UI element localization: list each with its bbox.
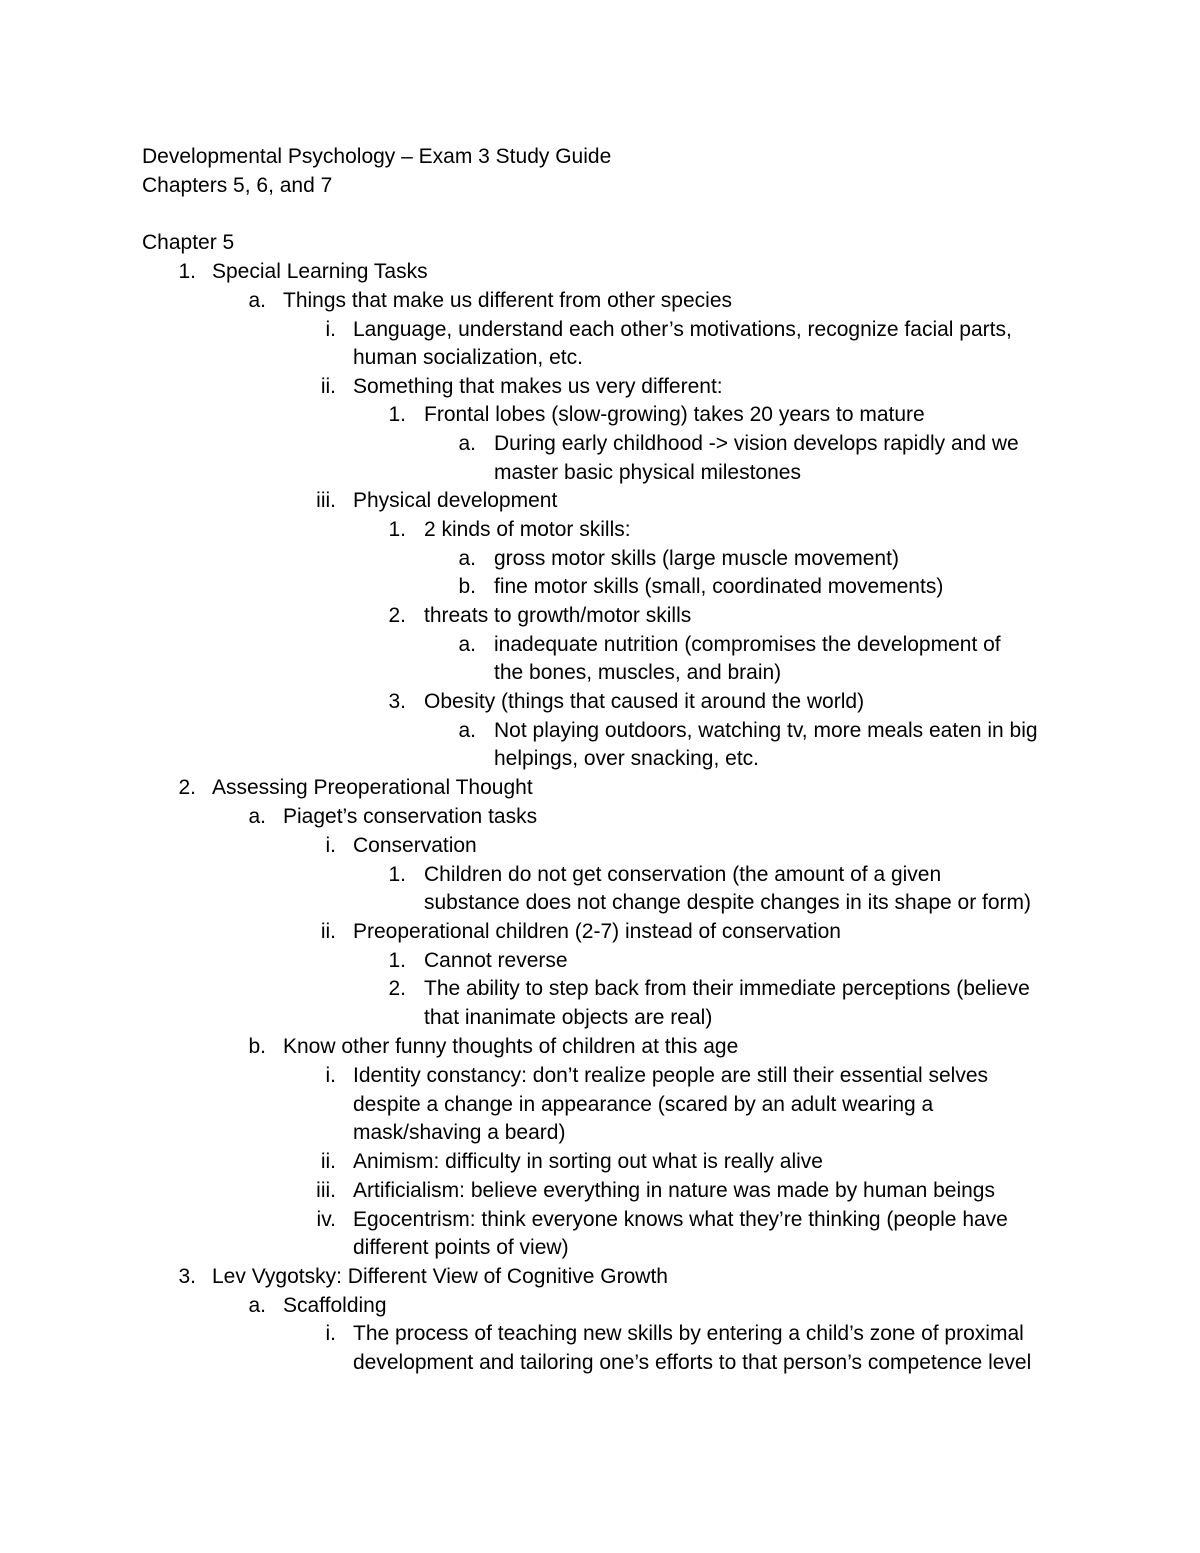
list-marker: 2. — [178, 776, 196, 799]
list-item: Physical development — [353, 489, 558, 512]
list-item: Preoperational children (2-7) instead of conservation — [353, 920, 841, 943]
list-item: gross motor skills (large muscle movement) — [494, 547, 899, 570]
list-item: The process of teaching new skills by entering a child’s zone of proximal — [353, 1322, 1024, 1345]
list-marker: 3. — [388, 690, 406, 713]
list-marker: iii. — [316, 1179, 336, 1202]
list-item-continuation: the bones, muscles, and brain) — [494, 661, 782, 684]
list-item: 2 kinds of motor skills: — [424, 518, 631, 541]
list-marker: b. — [458, 575, 476, 598]
list-item: Animism: difficulty in sorting out what is really alive — [353, 1150, 823, 1173]
list-marker: ii. — [320, 1150, 336, 1173]
list-marker: ii. — [320, 920, 336, 943]
list-marker: a. — [248, 1294, 266, 1317]
list-marker: ii. — [320, 375, 336, 398]
list-marker: 1. — [388, 403, 406, 426]
list-marker: 1. — [388, 518, 406, 541]
list-item: During early childhood -> vision develops rapidly and we — [494, 432, 1019, 455]
list-item: threats to growth/motor skills — [424, 604, 692, 627]
list-item-continuation: development and tailoring one’s efforts to that person’s competence level — [353, 1351, 1032, 1374]
list-marker: a. — [458, 547, 476, 570]
list-marker: 1. — [388, 863, 406, 886]
list-item: Egocentrism: think everyone knows what they’re thinking (people have — [353, 1208, 1008, 1231]
list-marker: i. — [325, 318, 336, 341]
list-marker: a. — [248, 805, 266, 828]
list-item: Scaffolding — [283, 1294, 387, 1317]
list-marker: 2. — [388, 604, 406, 627]
list-item-continuation: different points of view) — [353, 1236, 569, 1259]
list-item: inadequate nutrition (compromises the development of — [494, 633, 1001, 656]
list-marker: b. — [248, 1035, 266, 1058]
list-item: Frontal lobes (slow-growing) takes 20 years to mature — [424, 403, 925, 426]
list-item: Assessing Preoperational Thought — [212, 776, 533, 799]
document-subtitle: Chapters 5, 6, and 7 — [142, 174, 333, 197]
list-marker: a. — [248, 289, 266, 312]
list-item: Things that make us different from other species — [283, 289, 732, 312]
list-item: Know other funny thoughts of children at this age — [283, 1035, 739, 1058]
list-item-continuation: that inanimate objects are real) — [424, 1006, 713, 1029]
list-item-continuation: substance does not change despite changes in its shape or form) — [424, 891, 1032, 914]
list-item: Language, understand each other’s motivations, recognize facial parts, — [353, 318, 1012, 341]
list-marker: 1. — [178, 260, 196, 283]
list-item: The ability to step back from their immediate perceptions (believe — [424, 977, 1030, 1000]
list-item-continuation: despite a change in appearance (scared by an adult wearing a — [353, 1093, 934, 1116]
list-item-continuation: master basic physical milestones — [494, 461, 801, 484]
list-item: fine motor skills (small, coordinated movements) — [494, 575, 944, 598]
list-marker: a. — [458, 432, 476, 455]
list-item: Lev Vygotsky: Different View of Cognitive Growth — [212, 1265, 668, 1288]
list-marker: a. — [458, 633, 476, 656]
list-item-continuation: human socialization, etc. — [353, 346, 583, 369]
list-item: Artificialism: believe everything in nature was made by human beings — [353, 1179, 995, 1202]
list-marker: 1. — [388, 949, 406, 972]
list-item-continuation: helpings, over snacking, etc. — [494, 747, 759, 770]
list-marker: i. — [325, 1322, 336, 1345]
list-item-continuation: mask/shaving a beard) — [353, 1121, 566, 1144]
document-title: Developmental Psychology – Exam 3 Study Guide — [142, 145, 612, 168]
list-item: Special Learning Tasks — [212, 260, 428, 283]
chapter-heading: Chapter 5 — [142, 231, 235, 254]
list-marker: 3. — [178, 1265, 196, 1288]
list-item: Conservation — [353, 834, 477, 857]
list-marker: a. — [458, 719, 476, 742]
list-item: Piaget’s conservation tasks — [283, 805, 538, 828]
list-item: Cannot reverse — [424, 949, 568, 972]
list-item: Children do not get conservation (the amount of a given — [424, 863, 942, 886]
list-marker: iv. — [316, 1208, 336, 1231]
list-marker: i. — [325, 1064, 336, 1087]
list-item: Not playing outdoors, watching tv, more meals eaten in big — [494, 719, 1038, 742]
list-item: Obesity (things that caused it around the world) — [424, 690, 865, 713]
list-item: Something that makes us very different: — [353, 375, 723, 398]
list-marker: iii. — [316, 489, 336, 512]
list-marker: 2. — [388, 977, 406, 1000]
list-item: Identity constancy: don’t realize people are still their essential selves — [353, 1064, 989, 1087]
list-marker: i. — [325, 834, 336, 857]
